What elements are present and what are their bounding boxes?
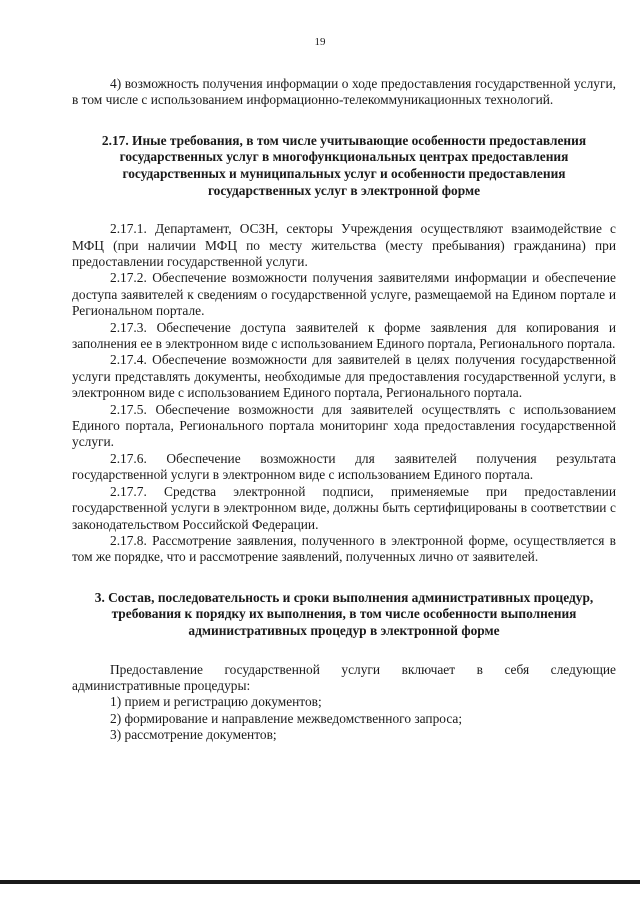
paragraph-2-17-3: 2.17.3. Обеспечение доступа заявителей к форме заявления для копирования и заполнения ее в электронном виде с использованием Единого портала, Регионального портала. [72, 319, 616, 352]
procedure-item-1: 1) прием и регистрацию документов; [110, 694, 322, 710]
list-item-4: 4) возможность получения информации о ходе предоставления государственной услуги, в том числе с использованием информационно-телекоммуникационных технологий. [72, 76, 616, 108]
paragraph-2-17-5: 2.17.5. Обеспечение возможности для заявителей осуществлять с использованием Единого портала, Регионального портала мониторинг хода предоставления государственной услуги. [72, 401, 616, 450]
procedure-item-2: 2) формирование и направление межведомственного запроса; [110, 710, 463, 726]
section-2-17-heading: 2.17. Иные требования, в том числе учитывающие особенности предоставления государственных услуг в многофункциональных центрах предоставления государственных и муниципальных услуг и особенности предоставления государственных услуг в электронной форме [101, 132, 587, 198]
paragraph-2-17-4: 2.17.4. Обеспечение возможности для заявителей в целях получения государственной услуги представлять документы, необходимые для предоставления государственной услуги, в электронном виде с использованием Единого портала, Регионального портала. [72, 352, 616, 401]
scan-edge-bar [0, 880, 640, 884]
section-3-heading: 3. Состав, последовательность и сроки выполнения административных процедур, требования к порядку их выполнения, в том числе особенности выполнения административных процедур в электронной форме [94, 589, 594, 638]
page-number: 19 [314, 36, 326, 48]
procedure-item-3: 3) рассмотрение документов; [110, 727, 277, 743]
paragraph-2-17-2: 2.17.2. Обеспечение возможности получения заявителями информации и обеспечение доступа заявителей к сведениям о государственной услуге, размещаемой на Едином портале и Региональном портале. [72, 270, 616, 319]
paragraph-2-17-8: 2.17.8. Рассмотрение заявления, полученного в электронной форме, осуществляется в том же порядке, что и рассмотрение заявлений, полученных лично от заявителей. [72, 532, 616, 565]
section-3-intro: Предоставление государственной услуги включает в себя следующие административные процедуры: [72, 661, 616, 693]
paragraph-2-17-1: 2.17.1. Департамент, ОСЗН, секторы Учреждения осуществляют взаимодействие с МФЦ (при наличии МФЦ по месту жительства (месту пребывания) гражданина) при предоставлении государственной услуги. [72, 221, 616, 269]
paragraph-2-17-7: 2.17.7. Средства электронной подписи, применяемые при предоставлении государственной услуги в электронном виде, должны быть сертифицированы в соответствии с законодательством Российской Федерации. [72, 483, 616, 532]
document-body [72, 76, 616, 744]
paragraph-2-17-6: 2.17.6. Обеспечение возможности для заявителей получения результата государственной услуги в электронном виде с использованием Единого портала. [72, 450, 616, 483]
